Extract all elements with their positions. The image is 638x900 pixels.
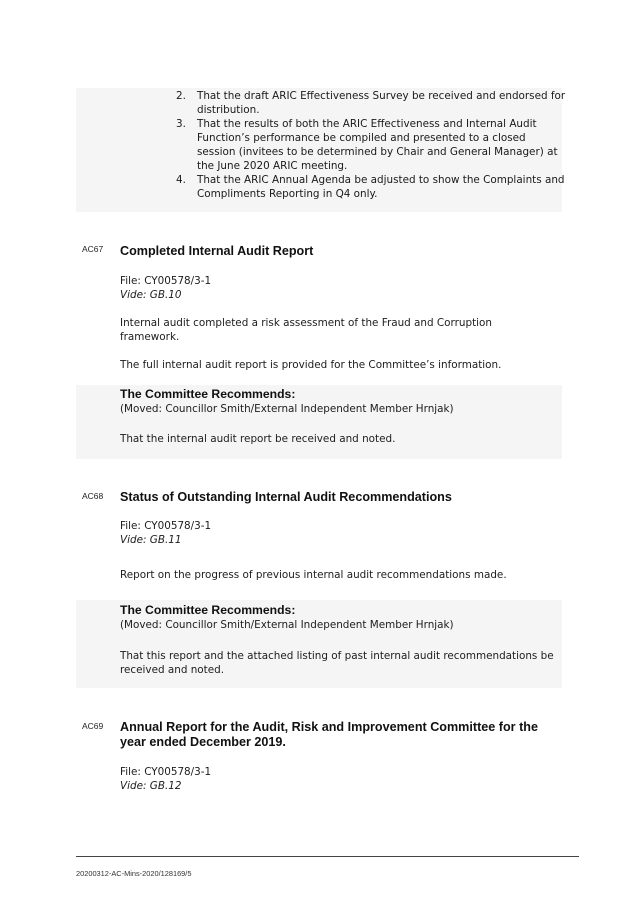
item-title: Status of Outstanding Internal Audit Recommendations bbox=[120, 490, 452, 504]
item-title: Annual Report for the Audit, Risk and Improvement Committee for the year ended December 2019. bbox=[120, 720, 538, 749]
item-title: Completed Internal Audit Report bbox=[120, 244, 314, 258]
item-code: AC69 bbox=[82, 721, 104, 731]
resolution-text: That this report and the attached listing of past internal audit recommendations be received and noted. bbox=[120, 650, 554, 676]
file-reference: File: CY00578/3-1 bbox=[120, 520, 212, 532]
resolution-text: That the internal audit report be received and noted. bbox=[120, 433, 396, 445]
item-paragraph: Report on the progress of previous internal audit recommendations made. bbox=[120, 569, 507, 581]
item-code: AC68 bbox=[82, 491, 104, 501]
item-code: AC67 bbox=[82, 244, 104, 254]
file-reference: File: CY00578/3-1 bbox=[120, 766, 212, 778]
item-paragraph: Internal audit completed a risk assessment of the Fraud and Corruption framework. bbox=[120, 317, 492, 343]
moved-by: (Moved: Councillor Smith/External Independent Member Hrnjak) bbox=[120, 403, 454, 415]
list-item-text: That the results of both the ARIC Effectiveness and Internal Audit Function’s performance be compiled and presented to a closed session (invitees to be determined by Chair and General Manager) at the June 2020 ARIC meeting. bbox=[197, 118, 558, 172]
list-item-number: 2. bbox=[176, 90, 186, 102]
vide-reference: Vide: GB.12 bbox=[120, 780, 182, 792]
moved-by: (Moved: Councillor Smith/External Independent Member Hrnjak) bbox=[120, 619, 454, 631]
footer-divider bbox=[76, 856, 579, 857]
recommendation-heading: The Committee Recommends: bbox=[120, 387, 296, 401]
list-item bbox=[176, 89, 566, 117]
list-item-text: That the ARIC Annual Agenda be adjusted to show the Complaints and Compliments Reporting in Q4 only. bbox=[197, 174, 565, 200]
file-reference: File: CY00578/3-1 bbox=[120, 275, 212, 287]
vide-reference: Vide: GB.10 bbox=[120, 289, 182, 301]
list-item-number: 3. bbox=[176, 118, 186, 130]
footer-reference: 20200312-AC-Mins-2020/128169/5 bbox=[76, 869, 192, 878]
vide-reference: Vide: GB.11 bbox=[120, 534, 182, 546]
list-item-number: 4. bbox=[176, 174, 186, 186]
list-item-text: That the draft ARIC Effectiveness Survey be received and endorsed for distribution. bbox=[197, 90, 566, 116]
item-paragraph: The full internal audit report is provided for the Committee’s information. bbox=[120, 359, 502, 371]
recommendation-heading: The Committee Recommends: bbox=[120, 603, 296, 617]
list-item bbox=[176, 173, 566, 201]
list-item bbox=[176, 117, 566, 173]
